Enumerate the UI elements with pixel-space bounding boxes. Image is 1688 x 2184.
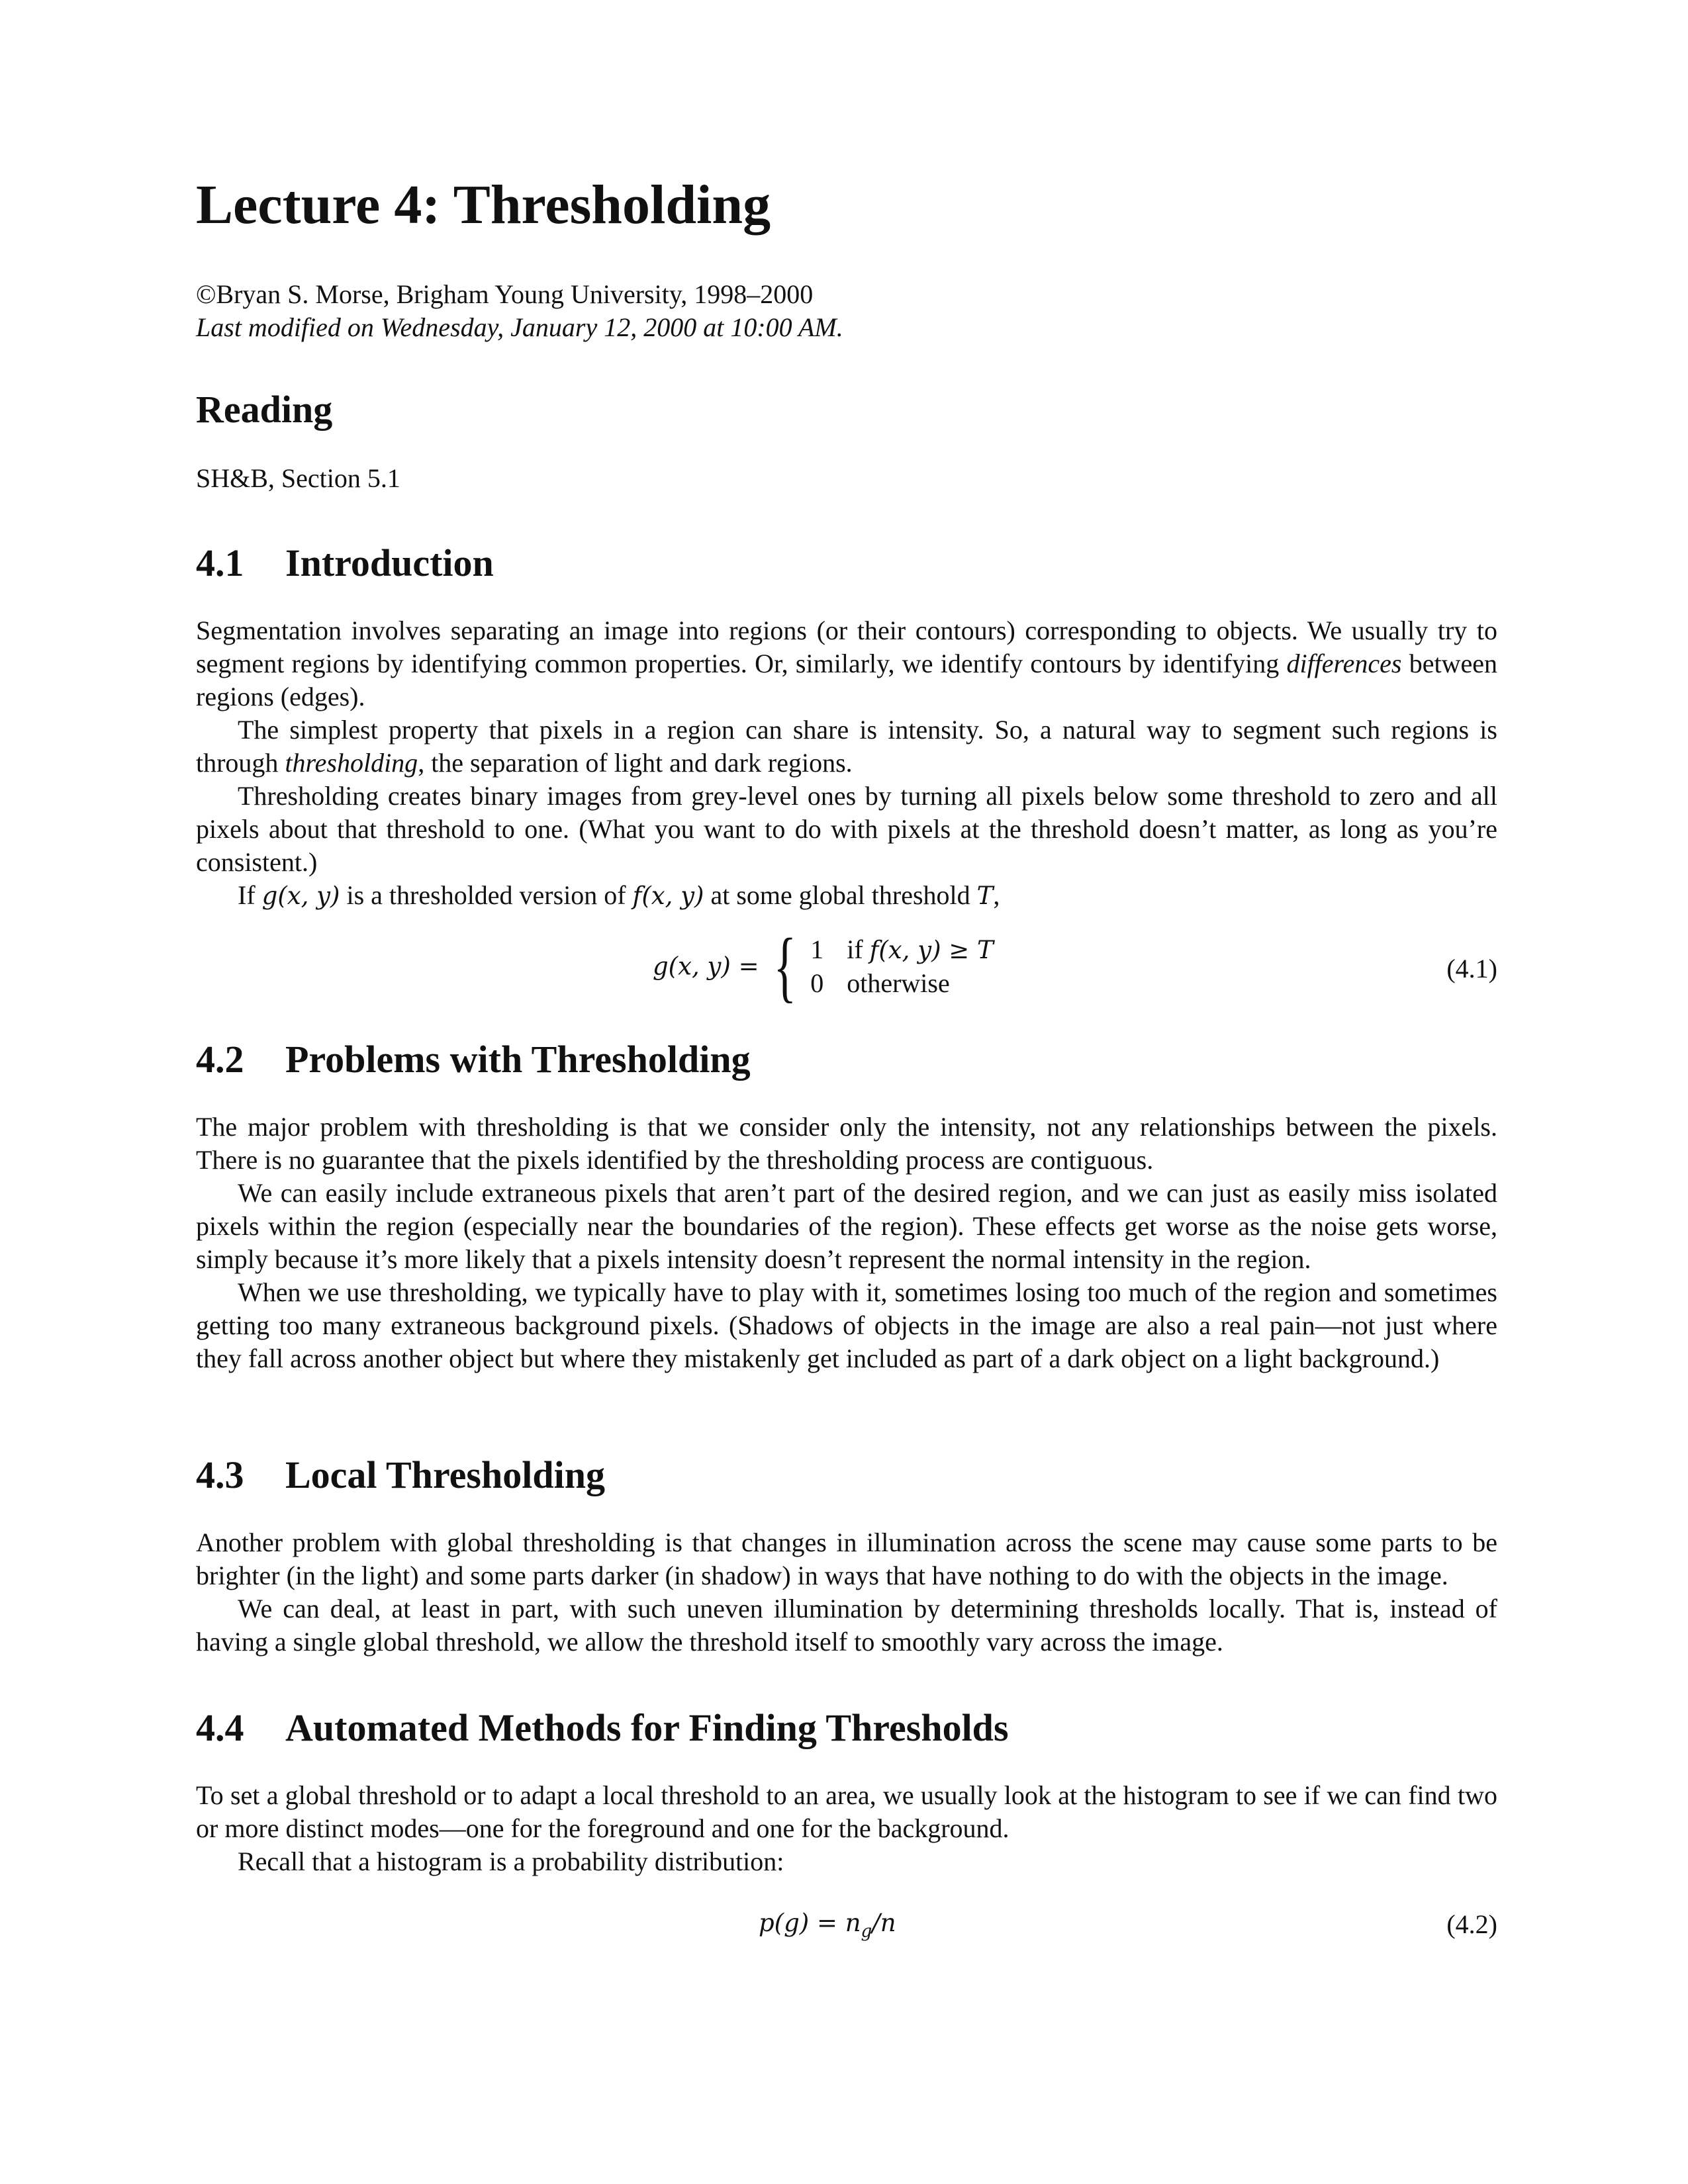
equation-subscript: g bbox=[861, 1921, 872, 1942]
paragraph: Another problem with global thresholding is that changes in illumination across the scene may cause some parts to be brighter (in the light) and some parts darker (in shadow) in ways that have nothing to do with the objects in the image. bbox=[196, 1527, 1497, 1590]
section-number: 4.4 bbox=[196, 1706, 244, 1749]
text-run: Segmentation involves separating an image into regions (or their contours) corresponding to objects. We usually try to segment regions by identifying common properties. Or, similarly, we identify contours by identifying bbox=[196, 615, 1497, 678]
copyright-line: ©Bryan S. Morse, Brigham Young University, 1998–2000 bbox=[196, 279, 814, 309]
section-title: Problems with Thresholding bbox=[285, 1038, 751, 1081]
math-inline: f(x, y) bbox=[632, 882, 704, 910]
section-body-4-4 bbox=[196, 1779, 1497, 1878]
paragraph: When we use thresholding, we typically have to play with it, sometimes losing too much of the region and sometimes getting too many extraneous background pixels. (Shadows of objects in the image are also a real pain—not just where they fall across another object but where they mistakenly get included as part of a dark object on a light background.) bbox=[196, 1277, 1497, 1373]
paragraph: We can deal, at least in part, with such uneven illumination by determining thresholds locally. That is, instead of having a single global threshold, we allow the threshold itself to smoothly vary across the image. bbox=[196, 1594, 1497, 1657]
last-modified-line: Last modified on Wednesday, January 12, 2000 at 10:00 AM. bbox=[196, 312, 843, 342]
section-number: 4.1 bbox=[196, 541, 244, 584]
paragraph: Recall that a histogram is a probability distribution: bbox=[238, 1846, 784, 1876]
reading-text: SH&B, Section 5.1 bbox=[196, 463, 400, 493]
section-heading-4-4 bbox=[196, 1706, 1009, 1749]
text-run: If bbox=[238, 880, 262, 910]
author-meta bbox=[196, 278, 843, 344]
text-run: , the separation of light and dark regions. bbox=[418, 748, 853, 778]
equation-lhs: p(g) = n bbox=[759, 1909, 861, 1937]
emphasis: differences bbox=[1286, 649, 1402, 678]
paragraph bbox=[196, 614, 1497, 713]
paragraph: We can easily include extraneous pixels that aren’t part of the desired region, and we can just as easily miss isolated pixels within the region (especially near the boundaries of the region). These effects get worse as the noise gets worse, simply because it’s more likely that a pixels intensity doesn’t represent the normal intensity in the region. bbox=[196, 1178, 1497, 1274]
section-number: 4.3 bbox=[196, 1453, 244, 1496]
section-number: 4.2 bbox=[196, 1038, 244, 1081]
section-body-4-1 bbox=[196, 614, 1497, 913]
equation-lhs: g(x, y) = bbox=[653, 952, 759, 981]
math-inline: g(x, y) bbox=[261, 882, 340, 910]
section-title: Automated Methods for Finding Thresholds bbox=[285, 1706, 1009, 1749]
equation-body bbox=[759, 1909, 896, 1941]
text-run: The simplest property that pixels in a region can share is intensity. So, a natural way to segment such regions is through bbox=[196, 715, 1497, 778]
paragraph: The major problem with thresholding is that we consider only the intensity, not any relationships between the pixels. There is no guarantee that the pixels identified by the thresholding process are contiguous. bbox=[196, 1112, 1497, 1175]
section-heading-4-3 bbox=[196, 1453, 605, 1496]
emphasis: thresholding bbox=[285, 748, 418, 778]
case-prefix: if bbox=[847, 934, 870, 964]
equation-body bbox=[653, 922, 994, 1010]
text-run: between regions (edges). bbox=[196, 649, 1497, 711]
section-heading-4-1 bbox=[196, 541, 494, 584]
math-inline: T bbox=[976, 882, 994, 910]
text-run: , bbox=[993, 880, 1000, 910]
page-title: Lecture 4: Thresholding bbox=[196, 174, 771, 236]
equation-cases bbox=[810, 933, 994, 1000]
equation-number: (4.2) bbox=[1446, 1909, 1497, 1939]
left-brace: { bbox=[773, 922, 796, 1010]
case-row bbox=[810, 933, 994, 967]
case-value: 1 bbox=[810, 934, 824, 964]
case-condition: otherwise bbox=[847, 968, 950, 998]
equation-rhs: /n bbox=[872, 1909, 896, 1937]
paragraph: Thresholding creates binary images from grey-level ones by turning all pixels below some threshold to zero and all pixels about that threshold to one. (What you want to do with pixels at the threshold doesn’t matter, as long as you’re consistent.) bbox=[196, 781, 1497, 877]
paragraph: To set a global threshold or to adapt a local threshold to an area, we usually look at the histogram to see if we can find two or more distinct modes—one for the foreground and one for the background. bbox=[196, 1780, 1497, 1843]
case-value: 0 bbox=[810, 968, 824, 998]
case-condition: f(x, y) ≥ T bbox=[869, 935, 994, 964]
section-title: Introduction bbox=[285, 541, 494, 584]
section-heading-4-2 bbox=[196, 1040, 751, 1079]
section-body-4-2 bbox=[196, 1111, 1497, 1375]
paragraph bbox=[196, 879, 1497, 913]
reading-heading: Reading bbox=[196, 388, 333, 431]
paragraph bbox=[196, 713, 1497, 780]
text-run: at some global threshold bbox=[704, 880, 977, 910]
section-body-4-3 bbox=[196, 1526, 1497, 1659]
text-run: is a thresholded version of bbox=[340, 880, 633, 910]
section-title: Local Thresholding bbox=[285, 1453, 605, 1496]
case-row bbox=[810, 967, 994, 1000]
equation-number: (4.1) bbox=[1446, 954, 1497, 983]
